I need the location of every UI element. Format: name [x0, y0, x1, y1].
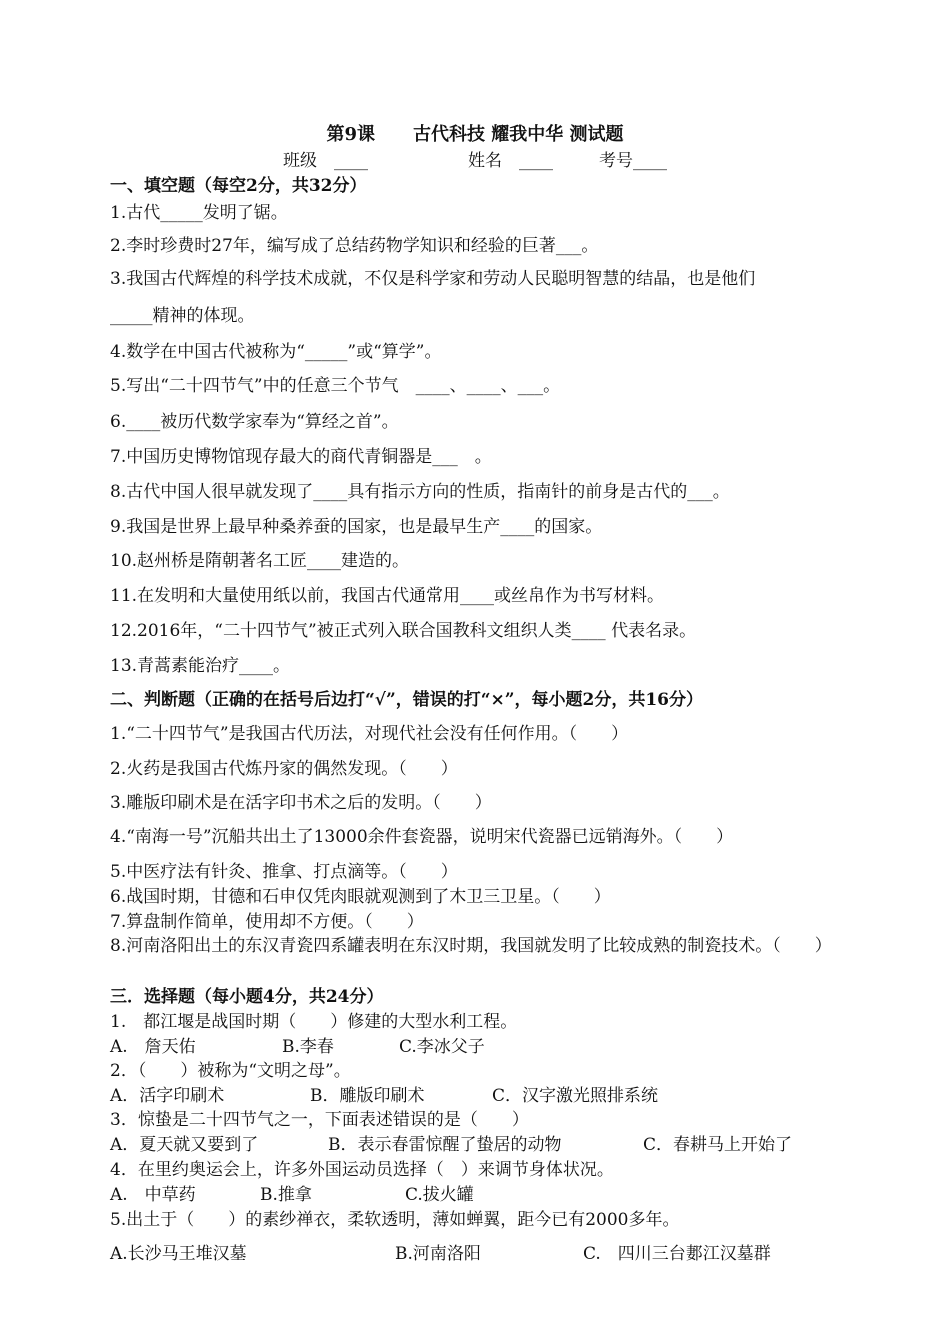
choice-question-5: 5.出土于（ ）的素纱禅衣，柔软透明，薄如蝉翼，距今已有2000多年。	[110, 1210, 680, 1230]
option-b[interactable]: B.河南洛阳	[395, 1244, 481, 1264]
option-a[interactable]: A. 中草药	[110, 1185, 196, 1205]
option-a[interactable]: A. 詹天佑	[110, 1037, 196, 1057]
section-heading-true-false: 二、判断题（正确的在括号后边打“√”，错误的打“×”，每小题2分，共16分）	[110, 690, 704, 710]
fill-question-3-continued: _____精神的体现。	[110, 306, 255, 326]
choice-options-3	[110, 1134, 890, 1156]
choice-question-1: 1. 都江堰是战国时期（ ）修建的大型水利工程。	[110, 1012, 518, 1032]
judge-question-3: 3.雕版印刷术是在活字印书术之后的发明。（ ）	[110, 793, 492, 813]
fill-question-3: 3.我国古代辉煌的科学技术成就，不仅是科学家和劳动人民聪明智慧的结晶，也是他们	[110, 269, 756, 289]
student-info-row	[0, 150, 950, 172]
choice-question-2: 2．（ ）被称为“文明之母”。	[110, 1061, 351, 1081]
judge-question-4: 4.“南海一号”沉船共出土了13000余件套瓷器，说明宋代瓷器已远销海外。（ ）	[110, 827, 734, 847]
judge-question-1: 1.“二十四节气”是我国古代历法，对现代社会没有任何作用。（ ）	[110, 724, 629, 744]
name-field[interactable]: 姓名 ____	[468, 151, 553, 171]
fill-question-9: 9.我国是世界上最早种桑养蚕的国家，也是最早生产____的国家。	[110, 517, 603, 537]
option-c[interactable]: C.李冰父子	[399, 1037, 485, 1057]
option-a[interactable]: A．夏天就又要到了	[110, 1135, 259, 1155]
judge-question-7: 7.算盘制作简单，使用却不方便。（ ）	[110, 912, 424, 932]
choice-options-4	[110, 1184, 890, 1206]
judge-question-8: 8.河南洛阳出土的东汉青瓷四系罐表明在东汉时期，我国就发明了比较成熟的制瓷技术。（ ）	[110, 936, 832, 956]
fill-question-8: 8.古代中国人很早就发现了____具有指示方向的性质，指南针的前身是古代的___。	[110, 482, 730, 502]
option-b[interactable]: B．雕版印刷术	[310, 1086, 425, 1106]
section-heading-fill-blank: 一、填空题（每空2分，共32分）	[110, 176, 367, 196]
section-heading-multiple-choice: 三．选择题（每小题4分，共24分）	[110, 987, 384, 1007]
fill-question-6: 6.____被历代数学家奉为“算经之首”。	[110, 412, 399, 432]
fill-question-10: 10.赵州桥是隋朝著名工匠____建造的。	[110, 551, 410, 571]
option-a[interactable]: A.长沙马王堆汉墓	[110, 1244, 247, 1264]
fill-question-11: 11.在发明和大量使用纸以前，我国古代通常用____或丝帛作为书写材料。	[110, 586, 665, 606]
fill-question-2: 2.李时珍费时27年，编写成了总结药物学知识和经验的巨著___。	[110, 236, 599, 256]
option-b[interactable]: B.李春	[282, 1037, 334, 1057]
fill-question-12: 12.2016年，“二十四节气”被正式列入联合国教科文组织人类____ 代表名录。	[110, 621, 697, 641]
option-c[interactable]: C．春耕马上开始了	[643, 1135, 793, 1155]
judge-question-6: 6.战国时期，甘德和石申仅凭肉眼就观测到了木卫三卫星。（ ）	[110, 887, 611, 907]
fill-question-4: 4.数学在中国古代被称为“_____”或“算学”。	[110, 342, 442, 362]
choice-options-1	[110, 1036, 890, 1058]
option-b[interactable]: B.推拿	[260, 1185, 312, 1205]
option-c[interactable]: C. 四川三台郪江汉墓群	[583, 1244, 771, 1264]
option-b[interactable]: B．表示春雷惊醒了蛰居的动物	[328, 1135, 562, 1155]
fill-question-13: 13.青蒿素能治疗____。	[110, 656, 291, 676]
option-c[interactable]: C.拔火罐	[405, 1185, 474, 1205]
choice-question-4: 4．在里约奥运会上，许多外国运动员选择（ ）来调节身体状况。	[110, 1160, 614, 1180]
judge-question-5: 5.中医疗法有针灸、推拿、打点滴等。（ ）	[110, 862, 458, 882]
class-field[interactable]: 班级 ____	[283, 151, 368, 171]
choice-question-3: 3．惊蛰是二十四节气之一，下面表述错误的是（ ）	[110, 1110, 529, 1130]
lesson-number: 第9课	[326, 124, 375, 145]
number-field[interactable]: 考号____	[599, 151, 667, 171]
choice-options-2	[110, 1085, 890, 1107]
choice-options-5	[110, 1243, 890, 1265]
lesson-title: 古代科技 耀我中华 测试题	[412, 124, 624, 145]
fill-question-7: 7.中国历史博物馆现存最大的商代青铜器是___ 。	[110, 447, 492, 467]
page-title	[0, 124, 950, 146]
option-a[interactable]: A．活字印刷术	[110, 1086, 225, 1106]
option-c[interactable]: C．汉字激光照排系统	[492, 1086, 659, 1106]
judge-question-2: 2.火药是我国古代炼丹家的偶然发现。（ ）	[110, 759, 458, 779]
fill-question-5: 5.写出“二十四节气”中的任意三个节气 ____、____、___。	[110, 376, 561, 396]
fill-question-1: 1.古代_____发明了锯。	[110, 203, 288, 223]
